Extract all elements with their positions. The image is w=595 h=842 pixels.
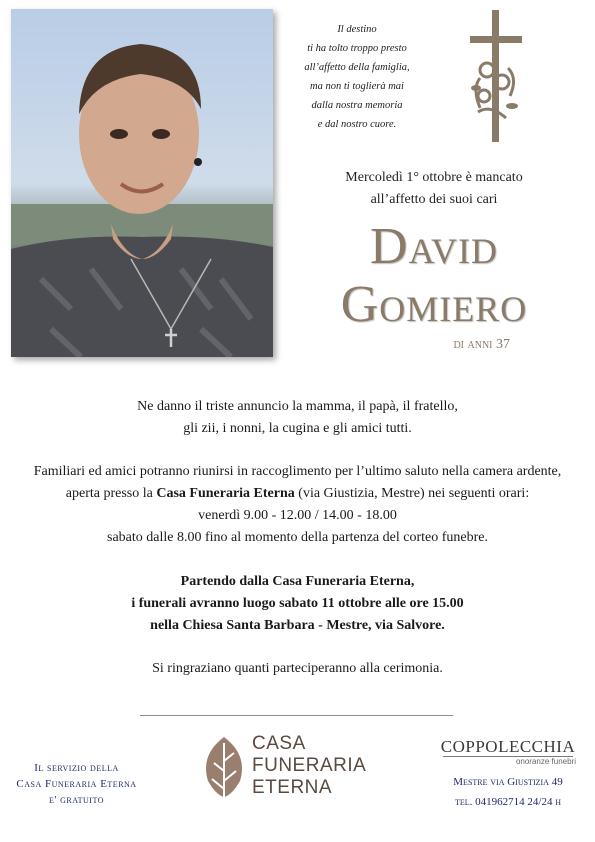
funeral-line: nella Chiesa Santa Barbara - Mestre, via Salvore. bbox=[150, 618, 445, 633]
poem-line: Il destino bbox=[337, 24, 377, 35]
service-note-line: e' gratuito bbox=[49, 794, 104, 806]
visitation-hours: venerdì 9.00 - 12.00 / 14.00 - 18.00 bbox=[198, 508, 397, 523]
service-note-line: Il servizio della bbox=[34, 762, 119, 774]
first-name: David bbox=[370, 218, 498, 275]
poem-line: ti ha tolto troppo presto bbox=[307, 43, 407, 54]
poem-line: dalla nostra memoria bbox=[311, 100, 403, 111]
logo-line: CASA bbox=[252, 733, 306, 754]
family-notice-line: gli zii, i nonni, la cugina e gli amici tutti. bbox=[183, 421, 412, 436]
casa-funeraria-logo-text bbox=[252, 733, 366, 799]
logo-line: ETERNA bbox=[252, 777, 333, 798]
poem-line: all’affetto della famiglia, bbox=[304, 62, 410, 73]
logo-line: FUNERARIA bbox=[252, 755, 367, 776]
poem-line: e dal nostro cuore. bbox=[317, 119, 397, 130]
poem bbox=[296, 20, 418, 134]
visitation-text: (via Giustizia, Mestre) nei seguenti orari: bbox=[294, 486, 530, 501]
thanks-note: Si ringraziano quanti parteciperanno alla cerimonia. bbox=[152, 661, 443, 676]
phone-line: tel. 041962714 24/24 h bbox=[455, 796, 561, 808]
funeral-line: Partendo dalla Casa Funeraria Eterna, bbox=[180, 574, 415, 589]
death-announcement bbox=[296, 167, 572, 211]
funeral-line: i funerali avranno luogo sabato 11 ottobre alle ore 15.00 bbox=[131, 596, 464, 611]
deceased-photo bbox=[11, 9, 273, 357]
announcement-line: Mercoledì 1° ottobre è mancato bbox=[345, 170, 523, 185]
visitation-line: Familiari ed amici potranno riunirsi in raccoglimento per l’ultimo saluto nella camera ardente, bbox=[33, 464, 562, 479]
cross-with-roses-icon bbox=[466, 8, 526, 149]
funeral-details bbox=[0, 571, 595, 637]
coppolecchia-logo: COPPOLECCHIA bbox=[440, 737, 576, 756]
poem-line: ma non ti toglierà mai bbox=[310, 81, 404, 92]
visitation-hours: sabato dalle 8.00 fino al momento della partenza del corteo funebre. bbox=[107, 530, 488, 545]
service-note-line: Casa Funeraria Eterna bbox=[16, 778, 137, 790]
coppolecchia-contact bbox=[448, 772, 568, 812]
leaf-logo-icon bbox=[202, 735, 246, 808]
visitation-line bbox=[0, 483, 595, 505]
funeral-home-name: Casa Funeraria Eterna bbox=[156, 486, 295, 501]
free-service-note bbox=[4, 760, 149, 808]
address-line: Mestre via Giustizia 49 bbox=[453, 776, 563, 788]
last-name: Gomiero bbox=[340, 276, 528, 333]
coppolecchia-tagline: onoranze funebri bbox=[515, 757, 576, 766]
family-notice-line: Ne danno il triste annuncio la mamma, il papà, il fratello, bbox=[137, 399, 458, 414]
divider bbox=[140, 715, 453, 716]
visitation-text: aperta presso la bbox=[65, 486, 157, 501]
announcement-line: all’affetto dei suoi cari bbox=[370, 192, 498, 207]
portrait-illustration bbox=[11, 9, 273, 357]
family-notice bbox=[0, 396, 595, 440]
visitation-info bbox=[0, 461, 595, 549]
age: di anni 37 bbox=[453, 337, 510, 352]
